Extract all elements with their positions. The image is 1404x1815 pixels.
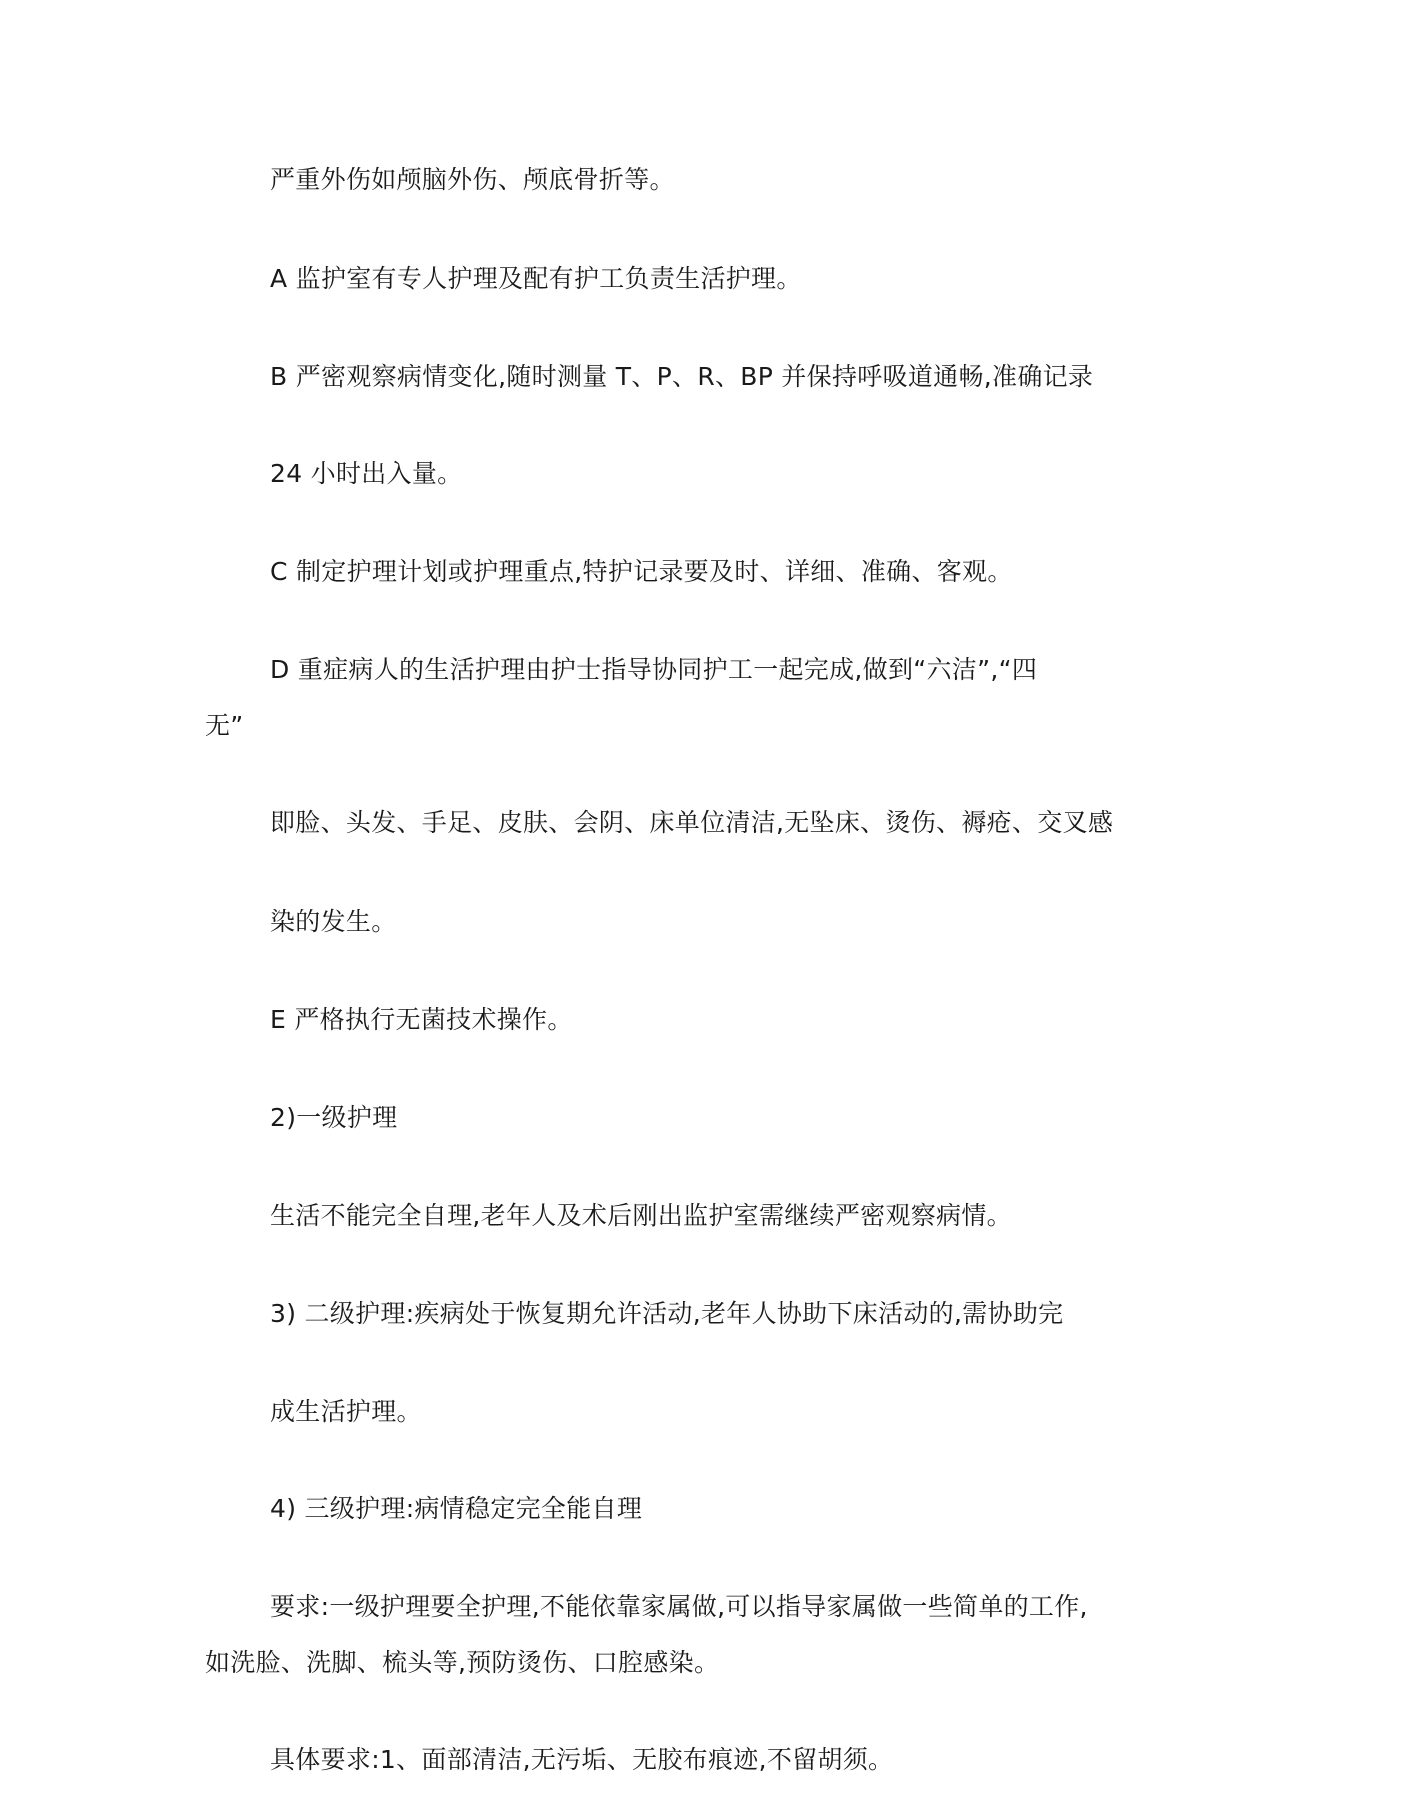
text-line: 成生活护理。 [270,1397,422,1426]
text-line: 即脸、头发、手足、皮肤、会阴、床单位清洁,无坠床、烫伤、褥疮、交叉感 [270,808,1114,837]
text-line: C 制定护理计划或护理重点,特护记录要及时、详细、准确、客观。 [270,557,1013,586]
text-line: A 监护室有专人护理及配有护工负责生活护理。 [270,264,802,293]
text-line: 如洗脸、洗脚、梳头等,预防烫伤、口腔感染。 [205,1648,720,1677]
text-line: 3) 二级护理:疾病处于恢复期允许活动,老年人协助下床活动的,需协助完 [270,1299,1064,1328]
text-line: 生活不能完全自理,老年人及术后刚出监护室需继续严密观察病情。 [270,1201,1012,1230]
text-line: 2)一级护理 [270,1103,398,1132]
text-line: 4) 三级护理:病情稳定完全能自理 [270,1494,643,1523]
text-line: 染的发生。 [270,907,397,936]
text-line: B 严密观察病情变化,随时测量 T、P、R、BP 并保持呼吸道通畅,准确记录 [270,362,1094,391]
text-line: E 严格执行无菌技术操作。 [270,1005,573,1034]
text-line: 无” [205,711,244,740]
text-line: 24 小时出入量。 [270,459,463,488]
text-line: 严重外伤如颅脑外伤、颅底骨折等。 [270,165,675,194]
text-line: D 重症病人的生活护理由护士指导协同护工一起完成,做到“六洁”,“四 [270,655,1038,684]
text-line: 要求:一级护理要全护理,不能依靠家属做,可以指导家属做一些简单的工作, [270,1592,1088,1621]
text-line: 具体要求:1、面部清洁,无污垢、无胶布痕迹,不留胡须。 [270,1745,894,1774]
